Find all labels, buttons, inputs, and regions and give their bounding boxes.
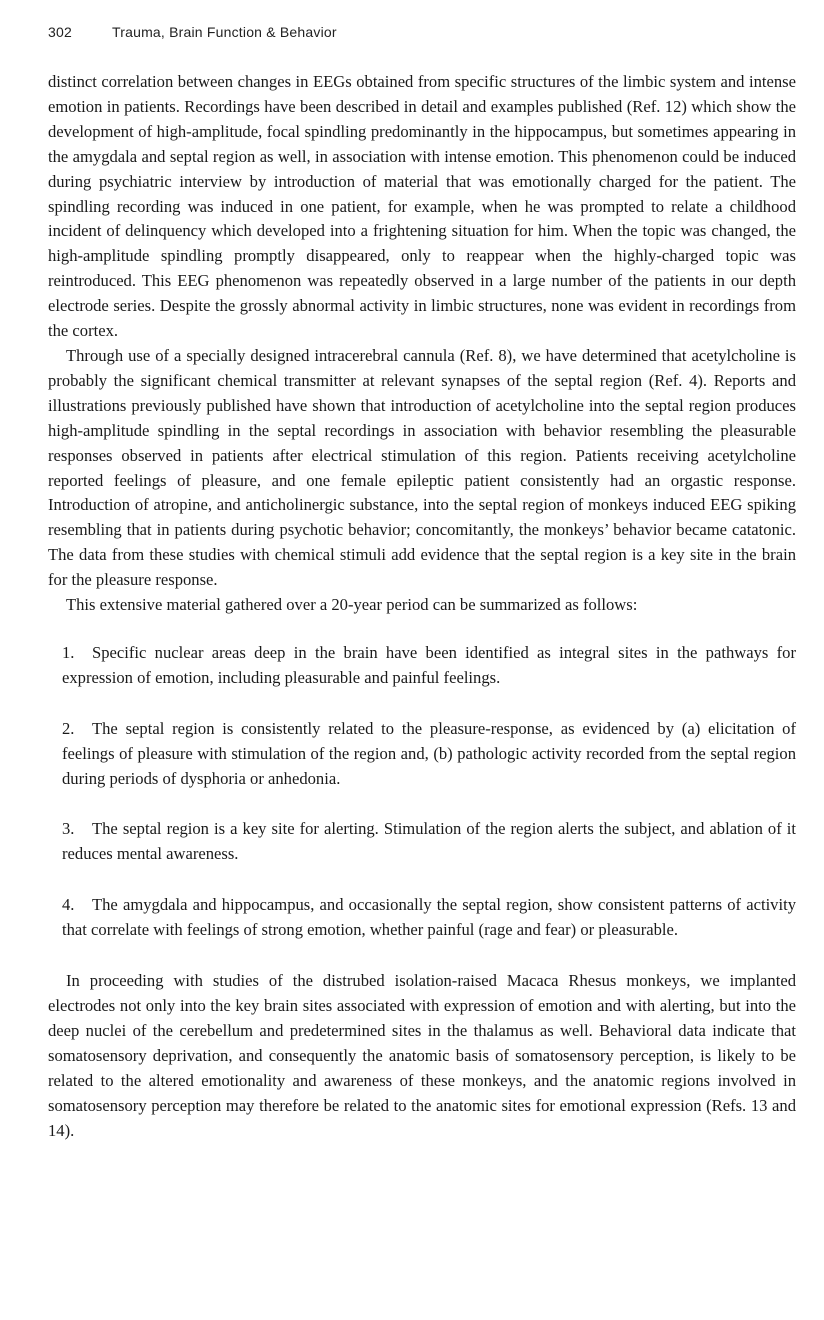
summary-item-number: 3. bbox=[62, 819, 75, 839]
page-number: 302 bbox=[48, 24, 72, 40]
summary-item-number: 4. bbox=[62, 895, 75, 915]
summary-item-text: The septal region is a key site for alerting. Stimulation of the region alerts the subject, and ablation of it reduces mental awareness. bbox=[62, 819, 796, 864]
summary-item-text: Specific nuclear areas deep in the brain have been identified as integral sites in the pathways for expression of emotion, including pleasurable and painful feelings. bbox=[62, 642, 796, 687]
paragraph-monkey-studies: In proceeding with studies of the distrubed isolation-raised Macaca Rhesus monkeys, we implanted electrodes not only into the key brain sites associated with expression of emotion and with alerting, but into the deep nuclei of the cerebellum and predetermined sites in the thalamus as well. Behavioral data indicate that somatosensory deprivation, and consequently the anatomic basis of somatosensory perception, is likely to be related to the altered emotionality and awareness of these monkeys, and the anatomic regions involved in somatosensory perception may therefore be related to the anatomic sites for emotional expression (Refs. 13 and 14). bbox=[48, 971, 796, 1140]
summary-item-text: The amygdala and hippocampus, and occasionally the septal region, show consistent patterns of activity that correlate with feelings of strong emotion, whether painful (rage and fear) or pleasurable. bbox=[62, 895, 796, 940]
paragraph-continued: distinct correlation between changes in EEGs obtained from specific structures of the limbic system and intense emotion in patients. Recordings have been described in detail and examples published (Ref. 12) which show the development of high-amplitude, focal spindling predominantly in the hippocampus, but sometimes appearing in the amygdala and septal region as well, in association with intense emotion. This phenomenon could be induced during psychiatric interview by introduction of material that was emotionally charged for the patient. The spindling recording was induced in one patient, for example, when he was prompted to relate a childhood incident of delinquency which developed into a frightening situation for him. When the topic was changed, the high-amplitude spindling promptly disappeared, only to reappear when the highly-charged topic was reintroduced. This EEG phenomenon was repeatedly observed in a large number of the patients in our depth electrode series. Despite the grossly abnormal activity in limbic structures, none was evident in recordings from the cortex. bbox=[48, 72, 796, 341]
summary-item bbox=[62, 717, 796, 792]
summary-item bbox=[62, 893, 796, 943]
paragraph-summary-intro: This extensive material gathered over a 20-year period can be summarized as follows: bbox=[66, 595, 638, 615]
paragraph-acetylcholine: Through use of a specially designed intracerebral cannula (Ref. 8), we have determined that acetylcholine is probably the significant chemical transmitter at relevant synapses of the septal region (Ref. 4). Reports and illustrations previously published have shown that introduction of acetylcholine into the septal region produces high-amplitude spindling in the septal recordings in association with behavior resembling the pleasurable responses observed in patients after electrical stimulation of this region. Patients receiving acetylcholine reported feelings of pleasure, and one female epileptic patient consistently had an orgastic response. Introduction of atropine, and anticholinergic substance, into the septal region of monkeys induced EEG spiking resembling that in patients during psychotic behavior; concomitantly, the monkeys’ behavior became catatonic. The data from these studies with chemical stimuli add evidence that the septal region is a key site in the brain for the pleasure response. bbox=[48, 345, 796, 590]
summary-item-number: 1. bbox=[62, 642, 75, 662]
running-title: Trauma, Brain Function & Behavior bbox=[112, 24, 337, 40]
summary-list bbox=[48, 641, 796, 943]
summary-item bbox=[62, 641, 796, 691]
running-head bbox=[48, 24, 337, 40]
summary-item-number: 2. bbox=[62, 718, 75, 738]
body-text bbox=[48, 70, 796, 1143]
summary-item bbox=[62, 817, 796, 867]
summary-item-text: The septal region is consistently related to the pleasure-response, as evidenced by (a) elicitation of feelings of pleasure with stimulation of the region and, (b) pathologic activity recorded from the septal region during periods of dysphoria or anhedonia. bbox=[62, 718, 796, 788]
